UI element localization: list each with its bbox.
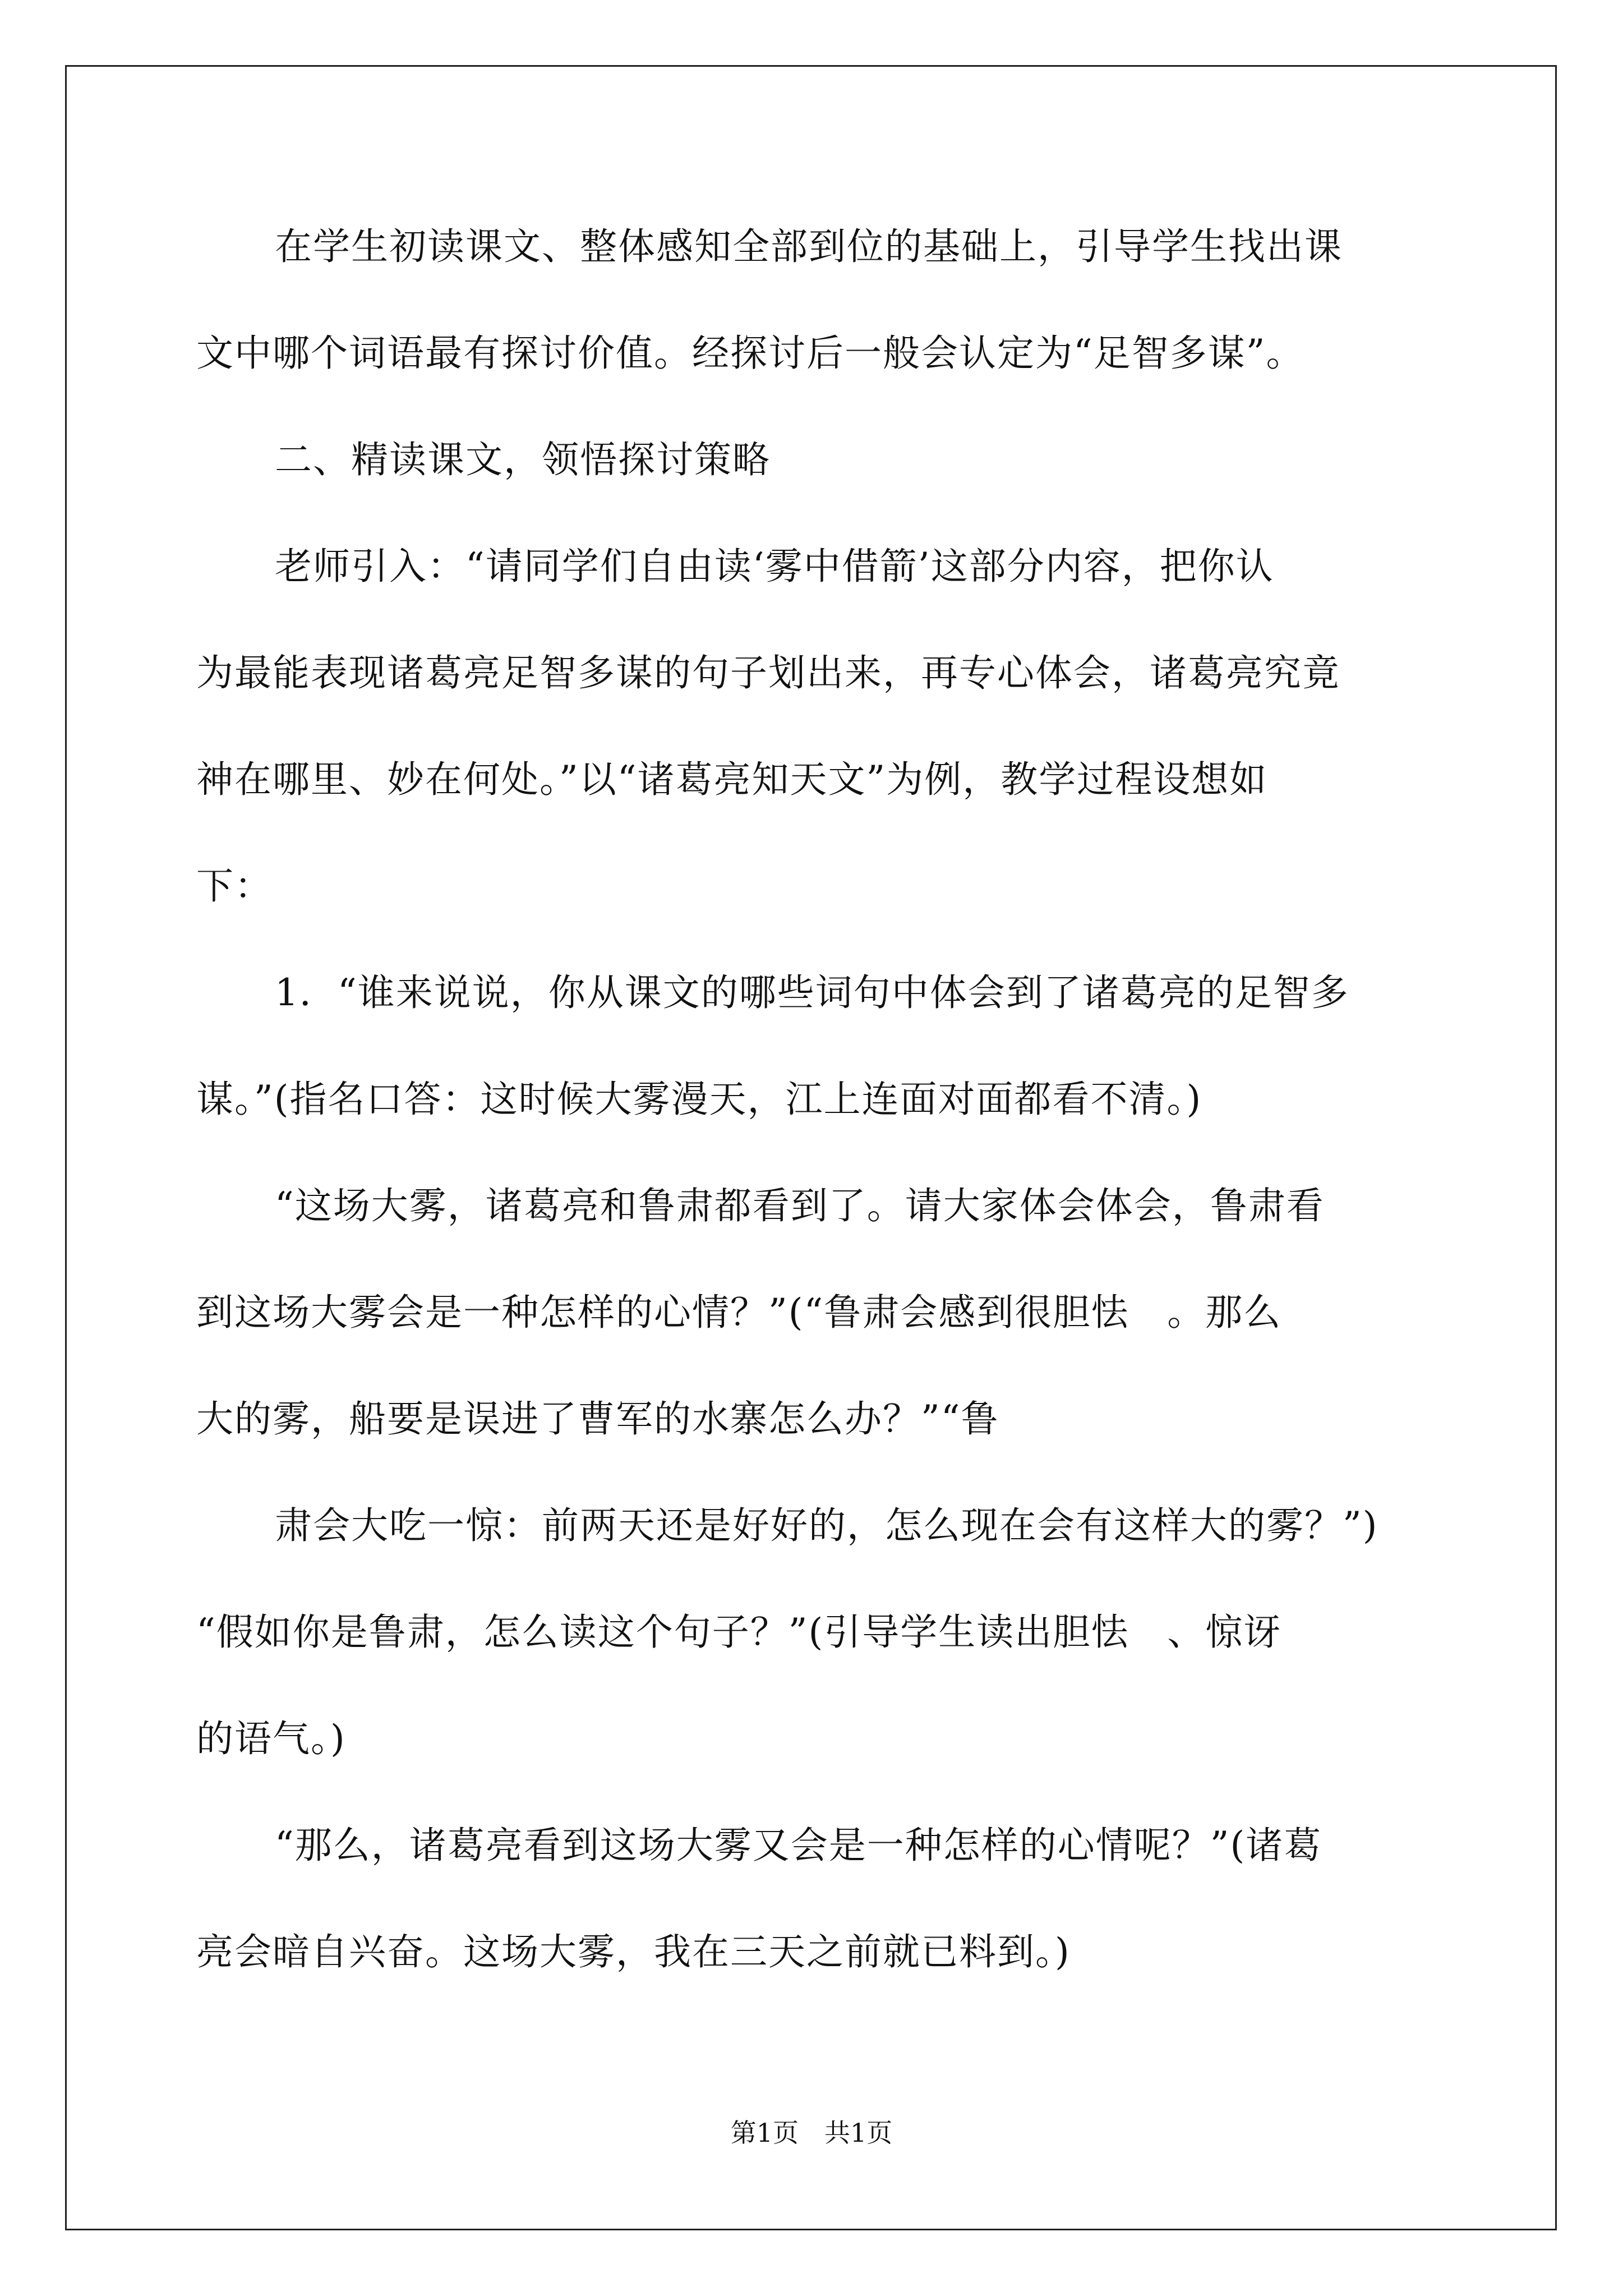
paragraph-line: 肃会大吃一惊：前两天还是好好的，怎么现在会有这样大的雾？”) [275, 1504, 1378, 1547]
section-heading: 二、精读课文，领悟探讨策略 [275, 438, 771, 481]
paragraph-line: 在学生初读课文、整体感知全部到位的基础上，引导学生找出课 [275, 225, 1343, 268]
paragraph-line: “这场大雾，诸葛亮和鲁肃都看到了。请大家体会体会，鲁肃看 [275, 1184, 1325, 1227]
paragraph-line: “假如你是鲁肃，怎么读这个句子？”(引导学生读出胆怯 、惊讶 [196, 1611, 1282, 1654]
paragraph-line: 为最能表现诸葛亮足智多谋的句子划出来，再专心体会，诸葛亮究竟 [196, 651, 1340, 694]
paragraph-line: 的语气。) [196, 1717, 346, 1760]
paragraph-line: 文中哪个词语最有探讨价值。经探讨后一般会认定为“足智多谋”。 [196, 332, 1304, 375]
paragraph-line: 老师引入：“请同学们自由读‘雾中借箭’这部分内容，把你认 [275, 545, 1274, 588]
paragraph-line: 大的雾，船要是误进了曹军的水寨怎么办？”“鲁 [196, 1397, 999, 1441]
page-footer: 第1页 共1页 [730, 2118, 893, 2148]
paragraph-line: 到这场大雾会是一种怎样的心情？”(“鲁肃会感到很胆怯 。那么 [196, 1291, 1282, 1334]
paragraph-line: 神在哪里、妙在何处。”以“诸葛亮知天文”为例，教学过程设想如 [196, 758, 1268, 801]
page-border [65, 65, 1557, 2230]
paragraph-line: “那么，诸葛亮看到这场大雾又会是一种怎样的心情呢？”(诸葛 [275, 1824, 1322, 1867]
paragraph-line: 谋。”(指名口答：这时候大雾漫天，江上连面对面都看不清。) [196, 1078, 1202, 1121]
paragraph-line: 下： [196, 864, 273, 908]
paragraph-line: 1．“谁来说说，你从课文的哪些词句中体会到了诸葛亮的足智多 [275, 971, 1349, 1014]
paragraph-line: 亮会暗自兴奋。这场大雾，我在三天之前就已料到。) [196, 1930, 1071, 1973]
